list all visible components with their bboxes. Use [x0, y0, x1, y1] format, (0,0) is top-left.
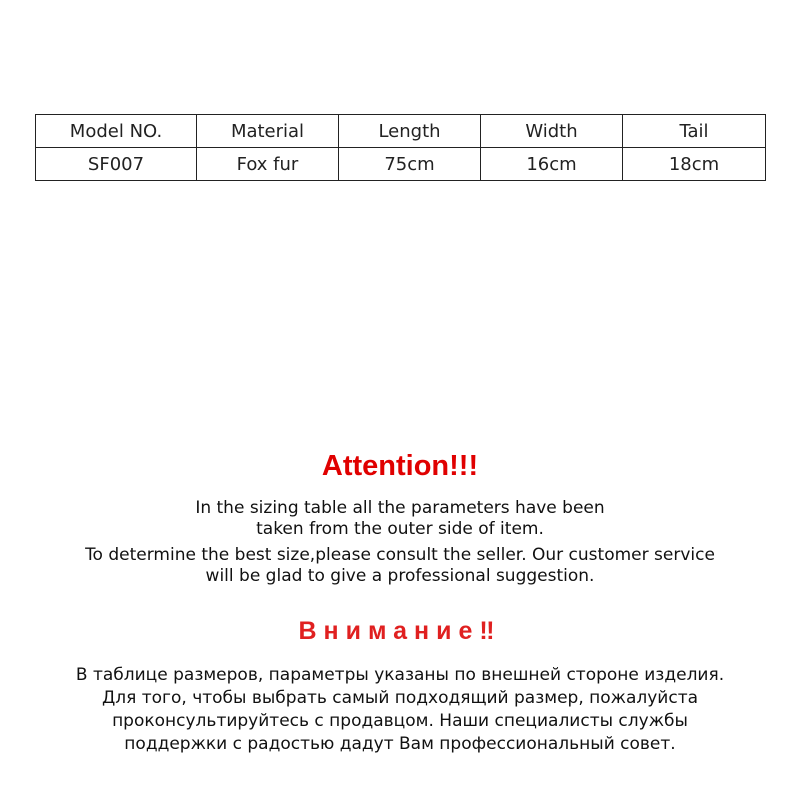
- cell-model-no: SF007: [36, 148, 197, 181]
- consult-note-line: will be glad to give a professional suggestion.: [205, 566, 595, 586]
- table-row: [36, 148, 766, 181]
- header-material: Material: [197, 115, 339, 148]
- table-header-row: [36, 115, 766, 148]
- sizing-note-line: In the sizing table all the parameters have been: [195, 498, 605, 518]
- sizing-note-line: taken from the outer side of item.: [256, 519, 544, 539]
- russian-note-line: Для того, чтобы выбрать самый подходящий размер, пожалуйста: [101, 688, 699, 708]
- size-table: [35, 114, 766, 181]
- attention-heading: Attention!!!: [321, 450, 479, 482]
- header-tail: Tail: [623, 115, 766, 148]
- header-model-no: Model NO.: [36, 115, 197, 148]
- cell-tail: 18cm: [623, 148, 766, 181]
- cell-length: 75cm: [339, 148, 481, 181]
- cell-width: 16cm: [481, 148, 623, 181]
- attention-heading-ru: Внимание‼: [298, 617, 502, 645]
- consult-note-line: To determine the best size,please consult the seller. Our customer service: [85, 545, 715, 565]
- russian-note: [0, 664, 800, 756]
- header-width: Width: [481, 115, 623, 148]
- sizing-note: [0, 498, 800, 540]
- consult-note: [0, 545, 800, 587]
- cell-material: Fox fur: [197, 148, 339, 181]
- header-length: Length: [339, 115, 481, 148]
- russian-note-line: В таблице размеров, параметры указаны по внешней стороне изделия.: [75, 665, 725, 685]
- russian-note-line: проконсультируйтесь с продавцом. Наши специалисты службы: [112, 711, 688, 731]
- russian-note-line: поддержки с радостью дадут Вам профессиональный совет.: [124, 734, 676, 754]
